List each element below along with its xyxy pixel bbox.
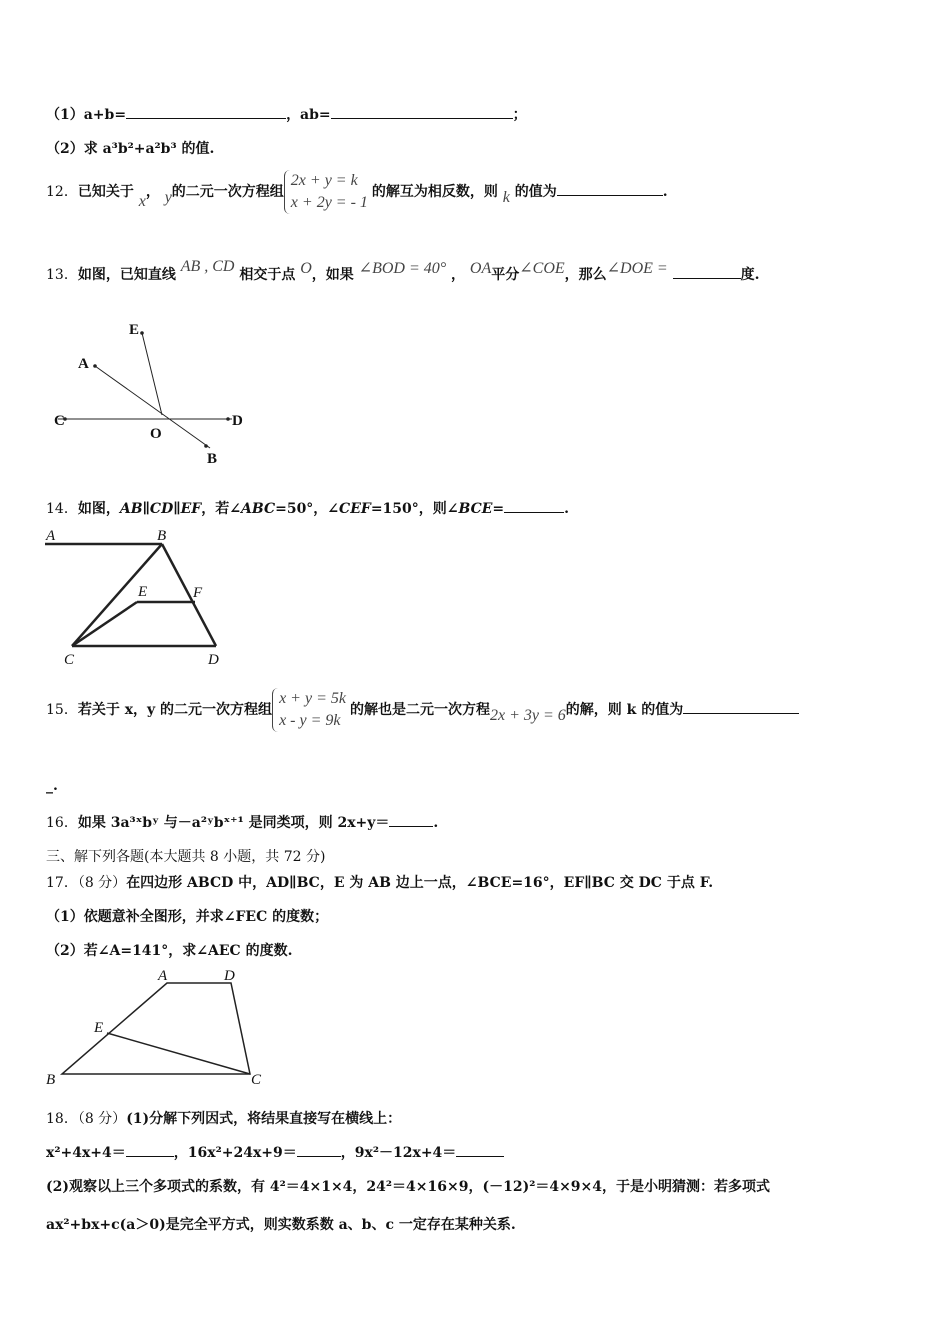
q17-figure (40, 966, 270, 1090)
q17-part1: （1）依题意补全图形，并求∠FEC 的度数； (46, 909, 329, 925)
math-angle: ∠BOD = 40° (358, 260, 447, 277)
q13-text: 度. (740, 267, 760, 283)
equation-2: x + 2y = - 1 (290, 194, 368, 211)
q15-line (46, 688, 799, 732)
label-e: E (138, 584, 148, 600)
q15-text: 的解，则 k 的值为 (565, 702, 684, 718)
line-ec (107, 1033, 250, 1074)
q14-text: =150°，则∠ (370, 501, 459, 517)
q12-line (46, 170, 668, 214)
label-d: D (224, 968, 235, 984)
q15-text: 若关于 x，y 的二元一次方程组 (77, 702, 273, 718)
math-ray: OA (469, 260, 492, 277)
label-a: A (46, 528, 56, 544)
q13-text: ，如果 (311, 267, 354, 283)
label-c: C (54, 413, 65, 429)
point-b (204, 444, 208, 448)
section-heading: 三、解下列各题(本大题共 8 小题，共 72 分) (46, 849, 326, 865)
math-k: k (502, 189, 510, 206)
equation-2: x - y = 9k (279, 712, 341, 729)
answer-blank[interactable] (331, 104, 513, 119)
question-number: 14． (46, 501, 78, 517)
quadrilateral-abcd (62, 983, 250, 1074)
q16-end: . (433, 815, 439, 831)
q12-text-post2: 的值为 (514, 184, 557, 200)
label-e: E (129, 322, 140, 338)
math-equation: 2x + 3y = 6 (489, 707, 566, 724)
equation-system (284, 170, 372, 214)
q14-angle: ABC (240, 501, 276, 517)
q12-end: . (662, 184, 668, 200)
q18-part2: (2)观察以上三个多项式的系数，有 4²＝4×1×4，24²＝4×16×9，(－12)²＝4×9×4，于是小明猜测：若多项式 (46, 1179, 771, 1195)
q14-text: 如图， (77, 501, 120, 517)
ray-oe (142, 333, 162, 415)
label-c: C (251, 1072, 262, 1088)
question-number: 12． (46, 184, 78, 200)
q17-line (46, 872, 713, 892)
q18-expr-3: ，9x²－12x+4＝ (340, 1145, 457, 1161)
answer-blank[interactable] (456, 1142, 504, 1157)
q12-text-post: 的解互为相反数，则 (371, 184, 498, 200)
question-number: 16． (46, 815, 78, 831)
q18-part1: (1)分解下列因式，将结果直接写在横线上： (126, 1111, 402, 1127)
q18-expr-1: x²+4x+4＝ (46, 1145, 126, 1161)
answer-blank[interactable] (557, 181, 663, 196)
q14-angle: CEF (339, 501, 371, 517)
q15-continuation: _. (46, 778, 58, 794)
label-d: D (232, 413, 243, 429)
label-d: D (208, 652, 219, 668)
q14-parallel: AB∥CD∥EF (119, 501, 202, 517)
q11-p1-mid: ，ab= (286, 107, 331, 123)
q13-text: ，那么 (564, 267, 607, 283)
q14-text: ，若∠ (201, 501, 241, 517)
question-number: 13． (46, 267, 78, 283)
equation-1: x + y = 5k (279, 690, 346, 707)
answer-blank[interactable] (126, 1142, 174, 1157)
q12-text: 已知关于 (77, 184, 134, 200)
q14-figure (40, 524, 240, 672)
math-angle: ∠COE (519, 260, 565, 277)
question-score: （8 分） (77, 1111, 127, 1127)
math-lines: AB , CD (180, 258, 235, 275)
point-e (140, 331, 144, 335)
label-e: E (94, 1020, 104, 1036)
answer-blank[interactable] (673, 264, 741, 279)
question-number: 17． (46, 875, 78, 891)
question-number: 15． (46, 702, 78, 718)
q16-text: 如果 3a³ˣbʸ 与－a²ʸbˣ⁺¹ 是同类项，则 2x+y＝ (77, 815, 390, 831)
q13-text: 如图，已知直线 (77, 267, 176, 283)
q14-end: . (564, 501, 570, 517)
q14-text: = (492, 501, 505, 517)
question-number: 18． (46, 1111, 78, 1127)
label-a: A (158, 968, 168, 984)
point-d (226, 417, 230, 421)
answer-blank[interactable] (683, 699, 799, 714)
answer-blank[interactable] (126, 104, 286, 119)
math-point: O (300, 260, 312, 277)
q13-text: ， (451, 267, 466, 283)
q18-expressions (46, 1142, 504, 1162)
q14-text: =50°，∠ (275, 501, 340, 517)
equation-system (272, 688, 350, 732)
q18-expr-2: ，16x²+24x+9＝ (173, 1145, 297, 1161)
answer-blank[interactable] (504, 498, 564, 513)
line-bd (162, 544, 216, 646)
question-score: （8 分） (77, 875, 127, 891)
q17-part2: （2）若∠A=141°，求∠AEC 的度数. (46, 943, 293, 959)
math-x: x (138, 193, 146, 210)
q14-line (46, 498, 569, 518)
q12-sep: ， (145, 184, 160, 200)
q11-part1 (46, 104, 527, 124)
q17-text: 在四边形 ABCD 中，AD∥BC，E 为 AB 边上一点，∠BCE=16°，EF∥BC 交 DC 于点 F. (126, 875, 714, 891)
q13-figure (50, 318, 260, 470)
answer-blank[interactable] (297, 1142, 341, 1157)
q11-part2: （2）求 a³b²+a²b³ 的值. (46, 141, 215, 157)
label-a: A (78, 356, 89, 372)
equation-1: 2x + y = k (290, 172, 358, 189)
line-bc (72, 544, 162, 646)
label-f: F (193, 585, 203, 601)
q13-line (46, 258, 759, 284)
q11-p1-prefix: （1）a+b= (46, 107, 127, 123)
q18-part2-cont: ax²+bx+c(a＞0)是完全平方式，则实数系数 a、b、c 一定存在某种关系. (46, 1217, 516, 1233)
q14-angle: BCE (458, 501, 493, 517)
label-o: O (150, 426, 162, 442)
label-b: B (207, 451, 218, 467)
q18-line (46, 1108, 401, 1128)
q15-text: 的解也是二元一次方程 (349, 702, 490, 718)
label-b: B (157, 528, 167, 544)
q13-text: 平分 (491, 267, 520, 283)
label-c: C (64, 652, 75, 668)
math-angle: ∠DOE = (606, 260, 668, 277)
q16-line (46, 812, 438, 832)
q13-text: 相交于点 (239, 267, 296, 283)
math-y: y (164, 189, 172, 206)
answer-blank[interactable] (389, 812, 433, 827)
q11-p1-end: ； (512, 107, 527, 123)
q12-text-mid: 的二元一次方程组 (171, 184, 284, 200)
point-a (93, 364, 97, 368)
label-b: B (46, 1072, 56, 1088)
